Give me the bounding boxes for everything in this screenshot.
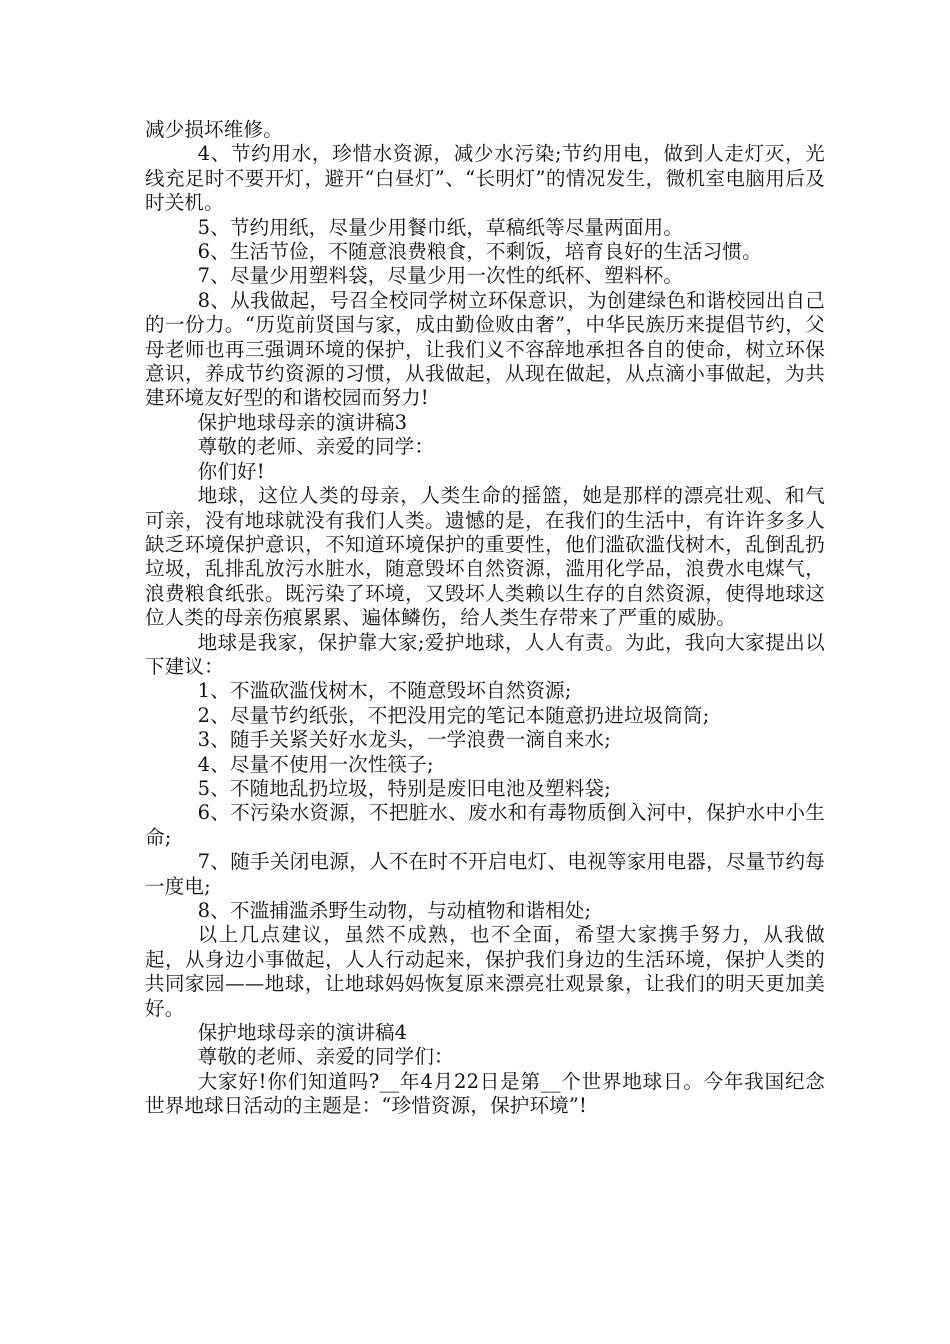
list-item: 4、节约用水，珍惜水资源，减少水污染;节约用电，做到人走灯灭，光线充足时不要开灯，避开“白昼灯”、“长明灯”的情况发生，微机室电脑用后及时关机。 (145, 142, 825, 215)
list-item: 2、尽量节约纸张，不把没用完的笔记本随意扔进垃圾筒筒; (197, 703, 710, 727)
list-item: 6、生活节俭，不随意浪费粮食，不剩饭，培育良好的生活习惯。 (197, 240, 762, 264)
list-item: 8、从我做起，号召全校同学树立环保意识，为创建绿色和谐校园出自己的一份力。“历览前贤国与家，成由勤俭败由奢”，中华民族历来提倡节约，父母老师也再三强调环境的保护，让我们义不容辞地承担各自的使命，树立环保意识，养成节约资源的习惯，从我做起，从现在做起，从点滴小事做起，为共建环境友好型的和谐校园而努力! (145, 288, 825, 410)
list-item: 1、不滥砍滥伐树木，不随意毁坏自然资源; (197, 679, 572, 703)
salutation: 尊敬的老师、亲爱的同学们： (197, 1045, 454, 1069)
body-paragraph: 大家好!你们知道吗?__年4月22日是第__个世界地球日。今年我国纪念世界地球日活动的主题是：“珍惜资源，保护环境”! (145, 1069, 825, 1118)
section-heading: 保护地球母亲的演讲稿4 (197, 1021, 408, 1045)
salutation: 尊敬的老师、亲爱的同学： (197, 435, 435, 459)
list-item: 3、随手关紧关好水龙头，一学浪费一滴自来水; (197, 728, 612, 752)
list-item: 7、随手关闭电源，人不在时不开启电灯、电视等家用电器，尽量节约每一度电; (145, 850, 825, 898)
section-heading: 保护地球母亲的演讲稿3 (197, 410, 408, 434)
list-item: 5、节约用纸，尽量少用餐巾纸，草稿纸等尽量两面用。 (197, 215, 684, 239)
body-paragraph: 以上几点建议，虽然不成熟，也不全面，希望大家携手努力，从我做起，从身边小事做起，人人行动起来，保护我们身边的生活环境，保护人类的共同家园——地球，让地球妈妈恢复原来漂亮壮观景象，让我们的明天更加美好。 (145, 923, 825, 1020)
list-item: 8、不滥捕滥杀野生动物，与动植物和谐相处; (197, 899, 592, 922)
list-item: 6、不污染水资源，不把脏水、废水和有毒物质倒入河中，保护水中小生命; (145, 801, 825, 849)
paragraph-continuation: 减少损坏维修。 (145, 118, 283, 141)
list-item: 7、尽量少用塑料袋，尽量少用一次性的纸杯、塑料杯。 (197, 264, 684, 288)
list-item: 4、尽量不使用一次性筷子; (197, 752, 434, 776)
list-item: 5、不随地乱扔垃圾，特别是废旧电池及塑料袋; (197, 776, 612, 800)
document-body (145, 118, 825, 1119)
body-paragraph: 地球，这位人类的母亲，人类生命的摇篮，她是那样的漂亮壮观、和气可亲，没有地球就没有我们人类。遗憾的是，在我们的生活中，有许许多多人缺乏环境保护意识，不知道环境保护的重要性，他们滥砍滥伐树木，乱倒乱扔垃圾，乱排乱放污水脏水，随意毁坏自然资源，滥用化学品，浪费水电煤气，浪费粮食纸张。既污染了环境，又毁坏人类赖以生存的自然资源，使得地球这位人类的母亲伤痕累累、遍体鳞伤，给人类生存带来了严重的威胁。 (145, 484, 825, 630)
body-paragraph: 地球是我家，保护靠大家;爱护地球，人人有责。为此，我向大家提出以下建议： (145, 630, 825, 678)
greeting: 你们好! (197, 459, 265, 483)
